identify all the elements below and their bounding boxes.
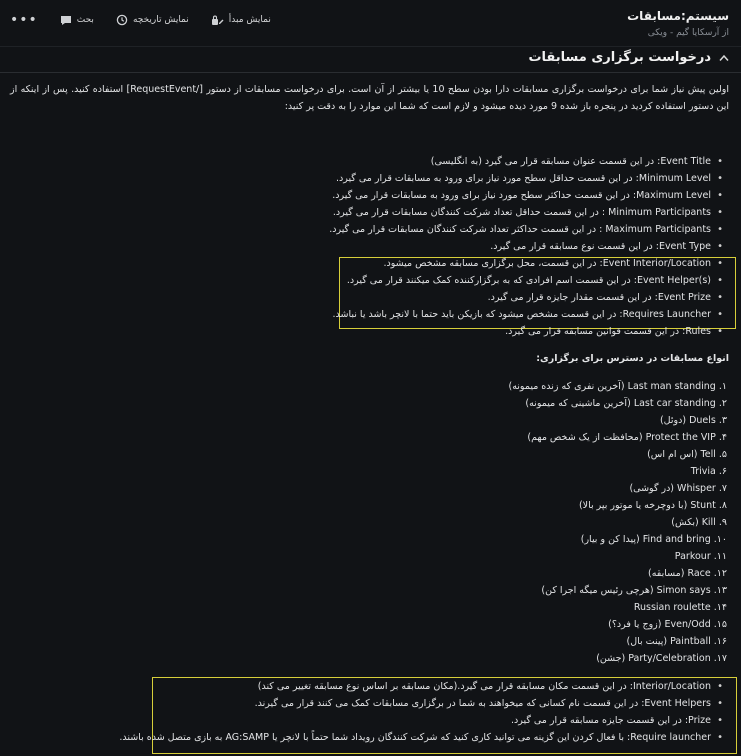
field-item: • Minimum Level: در این قسمت حداقل سطح مورد نیاز برای ورود به مسابقات قرار می گیرد. [336, 173, 711, 190]
list-item: ١٣. Simon says (هرچی رئیس میگه اجرا کن) [541, 585, 727, 596]
lock-pencil-icon [211, 14, 224, 26]
list-item: ١. Last man standing (آخرین نفری که زنده میمونه) [508, 381, 727, 392]
more-menu-button[interactable]: ••• [10, 12, 38, 28]
note-item: • Require launcher: با فعال کردن این گزینه می توانید کاری کنید که شرکت کنندگان رویداد شما حتماً با لانچر یا AG:SAMP به بازی متصل شده باشند. [119, 732, 711, 749]
list-item: ۶. Trivia [690, 466, 727, 477]
list-item: ٧. Whisper (در گوشی) [629, 483, 727, 494]
list-item: ١٠. Find and bring (پیدا کن و بیار) [580, 534, 727, 545]
note-item: • Event Helpers: در این قسمت نام کسانی که میخواهند به شما در برگزاری مسابقات کمک می کنند قرار می گیرند. [255, 698, 711, 715]
list-item: ١٢. Race (مسابقه) [648, 568, 727, 579]
list-item: ۴. Protect the VIP (محافظت از یک شخص مهم) [527, 432, 727, 443]
list-item: ٨. Stunt (با دوچرخه یا موتور بپر بالا) [578, 500, 727, 511]
field-item: • Maximum Level: در این قسمت حداکثر سطح مورد نیاز برای ورود به مسابقات قرار می گیرد. [332, 190, 711, 207]
section-header[interactable] [0, 50, 741, 73]
field-item: • Event Interior/Location: در این قسمت، محل برگزاری مسابقه مشخص میشود. [383, 258, 711, 275]
list-item: ٣. Duels (دوئل) [659, 415, 727, 426]
intro-paragraph: اولین پیش نیاز شما برای درخواست برگزاری مسابقات دارا بودن سطح 10 یا بیشتر از آن است. برای درخواست مسابقات از دستور [/RequestEvent] استفاده کنید. پس از اینکه از این دستور استفاده کردید در پنجره باز شده 9 مورد دیده میشود و لازم است که شما این موارد را به دقت پر کنید: [10, 84, 729, 112]
view-source-label: نمایش مبدأ [228, 15, 271, 25]
note-item: • Prize: در این قسمت جایزه مسابقه قرار می گیرد. [511, 715, 711, 732]
field-item: • Maximum Participants : در این قسمت حداکثر تعداد شرکت کنندگان مسابقات قرار می گیرد. [329, 224, 711, 241]
list-item: ١۵. Even/Odd (زوج یا فرد؟) [608, 619, 727, 630]
list-item: ١١. Parkour [674, 551, 727, 562]
field-item: • Minimum Participants : در این قسمت حداقل تعداد شرکت کنندگان مسابقات قرار می گیرد. [333, 207, 711, 224]
field-item: • Event Title: در این قسمت عنوان مسابقه قرار می گیرد (به انگلیسی) [431, 156, 711, 173]
view-history-label: نمایش تاریخچه [132, 15, 189, 25]
field-item: • Rules: در این قسمت قوانین مسابقه قرار می گیرد. [505, 326, 711, 343]
discussion-button[interactable] [60, 15, 94, 26]
history-icon [116, 14, 128, 26]
types-heading: انواع مسابقات در دسترس برای برگزاری: [536, 353, 729, 364]
field-item: • Event Type: در این قسمت نوع مسابقه قرار می گیرد. [490, 241, 711, 258]
chat-icon [60, 15, 72, 26]
note-item: • Interior/Location: در این قسمت مکان مسابقه قرار می گیرد.(مکان مسابقه بر اساس نوع مسابقه تغییر می کند) [258, 681, 711, 698]
page-subtitle: از آرسکایا گیم - ویکی [647, 28, 729, 38]
list-item: ١۴. Russian roulette [633, 602, 727, 613]
list-item: ٩. Kill (بکش) [671, 517, 727, 528]
field-item: • Event Prize: در این قسمت مقدار جایزه قرار می گیرد. [488, 292, 711, 309]
top-bar [0, 0, 741, 47]
list-item: ١٧. Party/Celebration (جشن) [596, 653, 727, 664]
view-history-button[interactable] [116, 14, 189, 26]
view-source-button[interactable] [211, 14, 271, 26]
section-title: درخواست برگزاری مسابقات [528, 50, 711, 65]
field-item: • Event Helper(s): در این قسمت اسم افرادی که به برگزارکننده کمک میکنند قرار می گیرد. [347, 275, 711, 292]
chevron-up-icon[interactable] [719, 54, 729, 62]
list-item: ۵. Tell (اس ام اس) [647, 449, 727, 460]
page-title: سیستم:مسابقات [627, 9, 729, 23]
list-item: ١۶. Paintball (پینت بال) [626, 636, 727, 647]
list-item: ٢. Last car standing (آخرین ماشینی که میمونه) [525, 398, 727, 409]
toolbar [10, 14, 271, 26]
field-item: • Requires Launcher: در این قسمت مشخص میشود که بازیکن باید حتما با لانچر باشد یا نباشد. [333, 309, 711, 326]
discussion-label: بحث [76, 15, 94, 25]
